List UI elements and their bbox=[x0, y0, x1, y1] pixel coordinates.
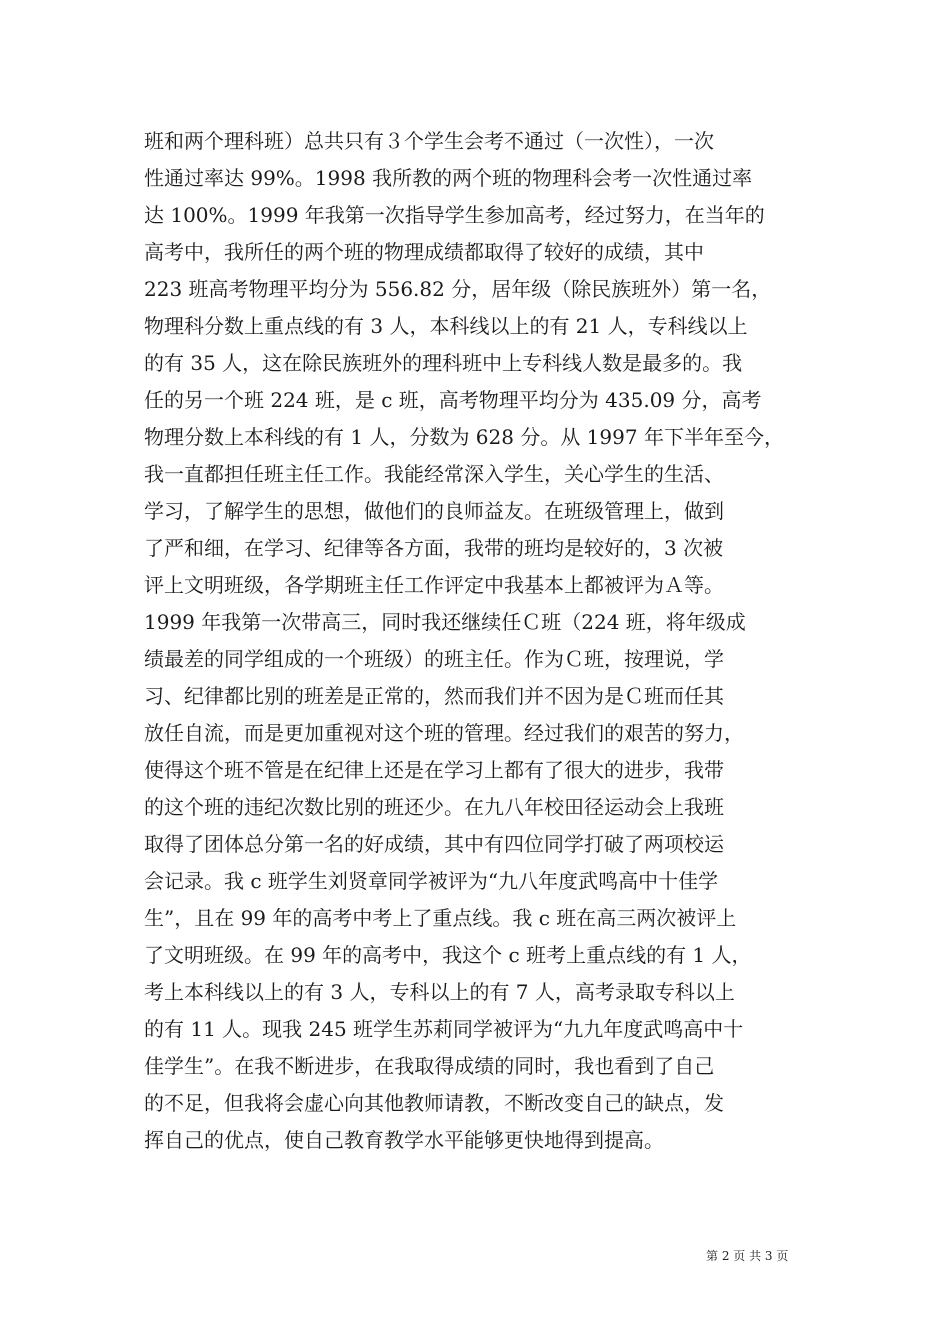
text-line: 班和两个理科班）总共只有３个学生会考不通过（一次性），一次 bbox=[144, 129, 714, 153]
text-line: 性通过率达 99%。1998 我所教的两个班的物理科会考一次性通过率 bbox=[144, 166, 753, 190]
text-line: 物理分数上本科线的有 1 人，分数为 628 分。从 1997 年下半年至今， bbox=[144, 425, 784, 449]
text-line: 考上本科线以上的有 3 人，专科以上的有 7 人，高考录取专科以上 bbox=[144, 980, 735, 1004]
text-line: 了严和细，在学习、纪律等各方面，我带的班均是较好的，3 次被 bbox=[144, 536, 724, 560]
text-line: 223 班高考物理平均分为 556.82 分，居年级（除民族班外）第一名， bbox=[144, 277, 772, 301]
text-line: 生”，且在 99 年的高考中考上了重点线。我 c 班在高三两次被评上 bbox=[144, 906, 737, 930]
text-line: 挥自己的优点，使自己教育教学水平能够更快地得到提高。 bbox=[144, 1128, 664, 1152]
text-line: 我一直都担任班主任工作。我能经常深入学生，关心学生的生活、 bbox=[144, 462, 724, 486]
text-line: 佳学生”。在我不断进步，在我取得成绩的同时，我也看到了自己 bbox=[144, 1054, 715, 1078]
text-line: 的有 11 人。现我 245 班学生苏莉同学被评为“九九年度武鸣高中十 bbox=[144, 1017, 744, 1041]
page-number-footer: 第 2 页 共 3 页 bbox=[706, 1249, 789, 1263]
text-line: 会记录。我 c 班学生刘贤章同学被评为“九八年度武鸣高中十佳学 bbox=[144, 869, 719, 893]
text-line: 绩最差的同学组成的一个班级）的班主任。作为Ｃ班，按理说，学 bbox=[144, 647, 724, 671]
text-line: 学习，了解学生的思想，做他们的良师益友。在班级管理上，做到 bbox=[144, 499, 724, 523]
text-line: 任的另一个班 224 班，是 c 班，高考物理平均分为 435.09 分，高考 bbox=[144, 388, 762, 412]
text-line: 了文明班级。在 99 年的高考中，我这个 c 班考上重点线的有 1 人， bbox=[144, 943, 752, 967]
text-line: 的不足，但我将会虚心向其他教师请教，不断改变自己的缺点，发 bbox=[144, 1091, 724, 1115]
text-line: 放任自流，而是更加重视对这个班的管理。经过我们的艰苦的努力， bbox=[144, 721, 744, 745]
text-line: 物理科分数上重点线的有 3 人，本科线以上的有 21 人，专科线以上 bbox=[144, 314, 748, 338]
text-line: 的有 35 人，这在除民族班外的理科班中上专科线人数是最多的。我 bbox=[144, 351, 743, 375]
text-line: 评上文明班级，各学期班主任工作评定中我基本上都被评为Ａ等。 bbox=[144, 573, 724, 597]
text-line: 达 100%。1999 年我第一次指导学生参加高考，经过努力，在当年的 bbox=[144, 203, 765, 227]
text-line: 使得这个班不管是在纪律上还是在学习上都有了很大的进步，我带 bbox=[144, 758, 724, 782]
text-line: 高考中，我所任的两个班的物理成绩都取得了较好的成绩，其中 bbox=[144, 240, 704, 264]
text-line: 1999 年我第一次带高三，同时我还继续任Ｃ班（224 班，将年级成 bbox=[144, 610, 746, 634]
body-paragraph bbox=[144, 123, 824, 1159]
text-line: 的这个班的违纪次数比别的班还少。在九八年校田径运动会上我班 bbox=[144, 795, 724, 819]
text-line: 取得了团体总分第一名的好成绩，其中有四位同学打破了两项校运 bbox=[144, 832, 724, 856]
text-line: 习、纪律都比别的班差是正常的，然而我们并不因为是Ｃ班而任其 bbox=[144, 684, 724, 708]
